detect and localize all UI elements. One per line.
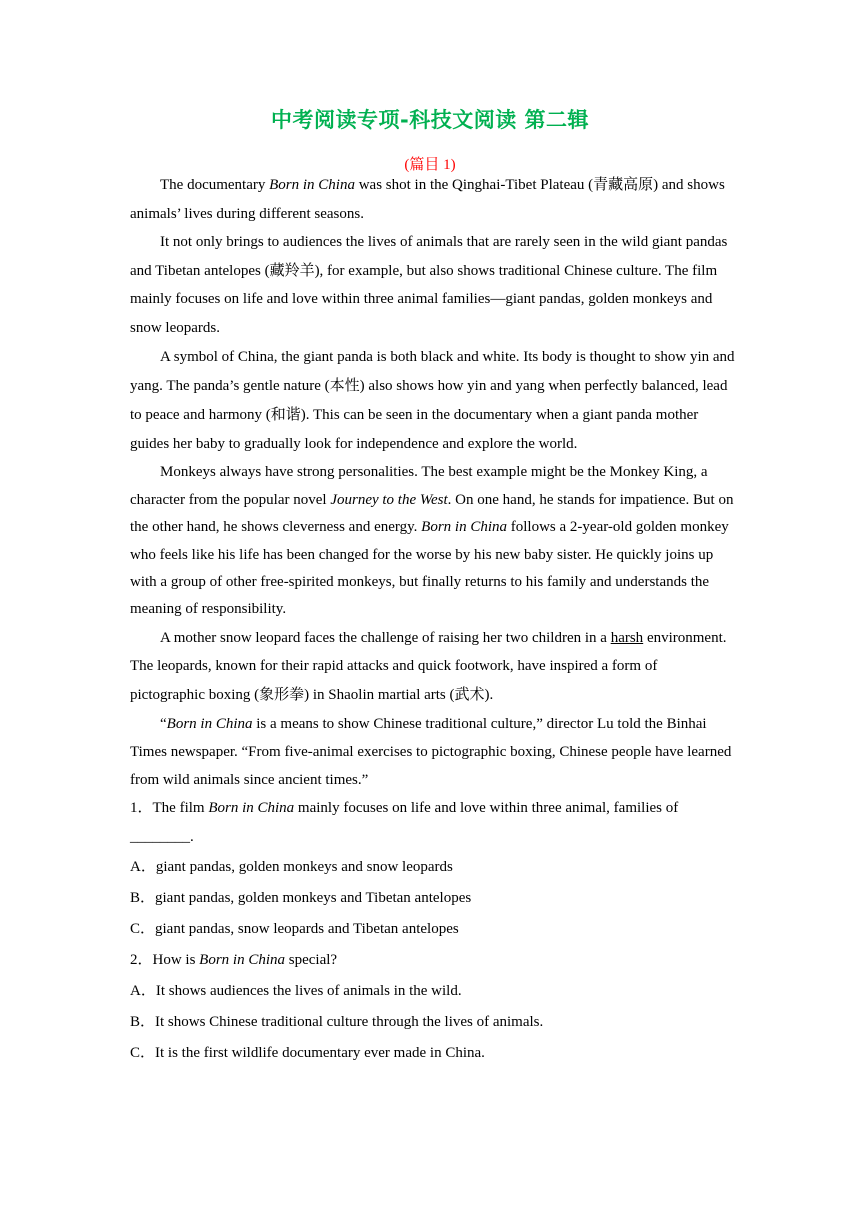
question-2-option-b: B．It shows Chinese traditional culture through the lives of animals.	[130, 1013, 544, 1030]
paragraph-4-text-end: follows a 2-year-old golden monkey who feels like his life has been changed for the worse by his new baby sister. He quickly joins up with a group of other free-spirited monkeys, but finally returns to his family and understands the meaning of responsibility.	[130, 519, 729, 618]
question-1-text: mainly focuses on life and love within three animal, families of	[294, 799, 679, 816]
film-title-italic: Born in China	[199, 951, 286, 968]
question-1-blank: ________.	[130, 828, 194, 845]
underlined-word: harsh	[610, 629, 644, 646]
paragraph-5	[130, 624, 736, 710]
question-2	[130, 945, 736, 1069]
paragraph-2-text: It not only brings to audiences the lives of animals that are rarely seen in the wild giant pandas and Tibetan antelopes (藏羚羊), for example, but also shows traditional Chinese culture. The film mainly focuses on life and love within three animal families—giant pandas, golden monkeys and snow leopards.	[130, 234, 728, 336]
paragraph-1-text: The documentary	[160, 177, 270, 193]
question-2-stem	[130, 945, 736, 976]
paragraph-6	[130, 710, 736, 794]
open-quote: “	[160, 715, 167, 732]
question-2-number: 2．How is	[130, 951, 200, 968]
paragraph-5-text-end: environment. The leopards, known for their rapid attacks and quick footwork, have inspired a form of pictographic boxing (象形拳) in Shaolin martial arts (武术).	[130, 629, 727, 703]
film-title-italic: Born in China	[166, 715, 253, 732]
paragraph-1-text-end: was shot in the Qinghai-Tibet Plateau (青藏高原) and shows animals’ lives during different seasons.	[130, 177, 725, 222]
film-title-italic: Born in China	[269, 177, 355, 193]
question-2-option-a: A．It shows audiences the lives of animals in the wild.	[130, 982, 462, 999]
question-1-option-c: C．giant pandas, snow leopards and Tibetan antelopes	[130, 920, 459, 937]
question-1-number: 1．The film	[130, 799, 209, 816]
question-1-option-a: A．giant pandas, golden monkeys and snow leopards	[130, 858, 453, 875]
novel-title-italic: Journey to the West	[330, 491, 448, 508]
passage-body	[130, 171, 736, 1069]
paragraph-4-text-mid: . On one hand, he stands for impatience. But on the other hand, he shows cleverness and energy.	[130, 491, 734, 536]
page-title: 中考阅读专项-科技文阅读 第二辑	[270, 108, 590, 132]
question-1	[130, 794, 736, 945]
film-title-italic: Born in China	[208, 799, 295, 816]
question-1-stem	[130, 794, 736, 823]
paragraph-5-text: A mother snow leopard faces the challenge of raising her two children in a	[160, 629, 611, 646]
page-subtitle: (篇目 1)	[404, 157, 456, 173]
film-title-italic: Born in China	[421, 519, 508, 536]
paragraph-6-text: is a means to show Chinese traditional culture,” director Lu told the Binhai Times newspaper. “From five-animal exercises to pictographic boxing, Chinese people have learned from wild animals since ancient times.”	[130, 715, 732, 788]
paragraph-4	[130, 459, 736, 623]
paragraph-4-text: Monkeys always have strong personalities. The best example might be the Monkey King, a character from the popular novel	[130, 464, 708, 508]
paragraph-3-text: A symbol of China, the giant panda is both black and white. Its body is thought to show yin and yang. The panda’s gentle nature (本性) also shows how yin and yang when perfectly balanced, lead to peace and harmony (和谐). This can be seen in the documentary when a giant panda mother guides her baby to gradually look for independence and explore the world.	[130, 348, 735, 453]
paragraph-1	[130, 171, 736, 228]
question-2-text: special?	[285, 951, 338, 968]
question-2-option-c: C．It is the first wildlife documentary ever made in China.	[130, 1044, 485, 1061]
paragraph-2	[130, 228, 736, 342]
question-1-option-b: B．giant pandas, golden monkeys and Tibetan antelopes	[130, 889, 472, 906]
paragraph-3	[130, 343, 736, 460]
